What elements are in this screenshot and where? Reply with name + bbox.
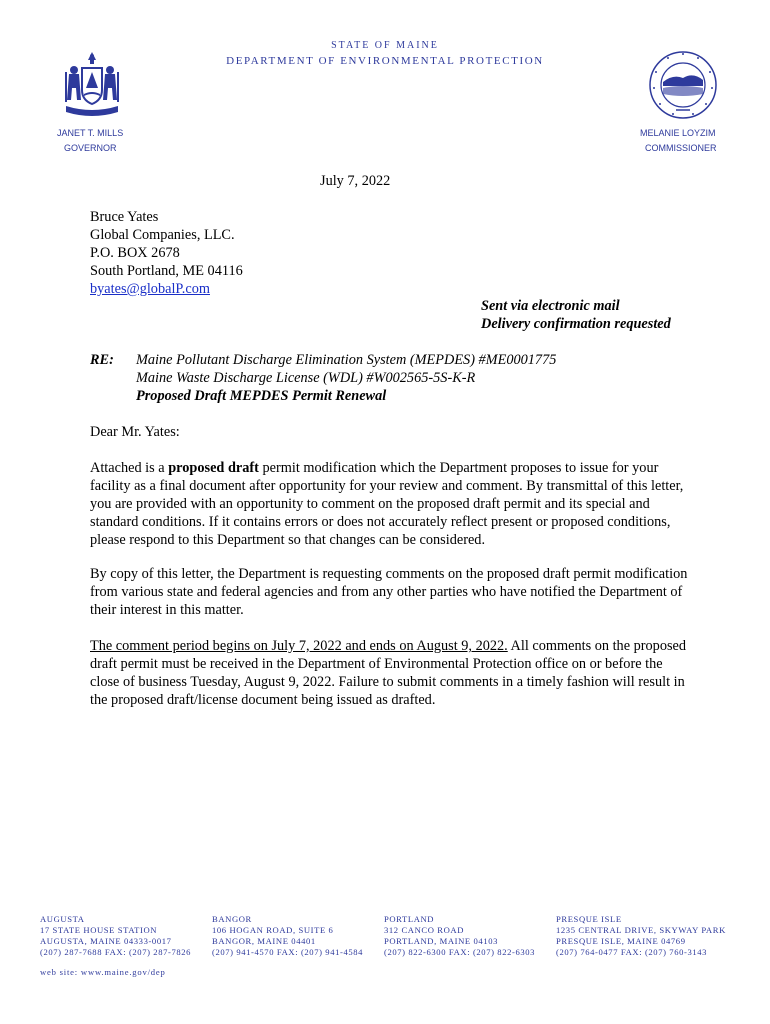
p1-text-b: permit modification which the Department proposes to issue for your facility as a final document after opportunity for your review and comment. By transmittal of this letter, you are provided with an opportunity to comment on the proposed draft permit and its special and standard conditions. If it contains errors or does not accurately reflect present or proposed conditions, please respond to this Department so that changes can be considered. xyxy=(90,460,684,548)
website-link[interactable]: web site: www.maine.gov/dep xyxy=(40,967,166,977)
department-heading: DEPARTMENT OF ENVIRONMENTAL PROTECTION xyxy=(226,55,544,67)
office-street: 17 STATE HOUSE STATION xyxy=(40,925,158,935)
office-presque-isle xyxy=(556,914,726,958)
p3-text: All comments on the proposed draft permit must be received in the Department of Environmental Protection office on or before the close of business Tuesday, August 9, 2022. Failure to submit comments in a timely fashion will result in the proposed draft/license document being issued as drafted. xyxy=(90,638,687,708)
maine-state-seal-icon xyxy=(60,50,124,122)
p1-bold: proposed draft xyxy=(168,460,259,476)
comment-period-dates: The comment period begins on July 7, 2022 and ends on August 9, 2022. xyxy=(90,638,508,654)
office-street: 1235 CENTRAL DRIVE, SKYWAY PARK xyxy=(556,925,726,935)
governor-name: JANET T. MILLS xyxy=(57,128,124,138)
office-phone: (207) 941-4570 FAX: (207) 941-4584 xyxy=(212,947,364,957)
office-citystate: AUGUSTA, MAINE 04333-0017 xyxy=(40,936,172,946)
office-city: BANGOR xyxy=(212,914,252,924)
delivery-confirmation: Delivery confirmation requested xyxy=(481,316,671,332)
re-line-proposed: Proposed Draft MEPDES Permit Renewal xyxy=(136,388,387,404)
office-city: AUGUSTA xyxy=(40,914,85,924)
recipient-email-link[interactable]: byates@globalP.com xyxy=(90,281,210,297)
recipient-city: South Portland, ME 04116 xyxy=(90,263,243,279)
office-citystate: PRESQUE ISLE, MAINE 04769 xyxy=(556,936,686,946)
dep-seal-icon xyxy=(648,50,718,120)
office-city: PRESQUE ISLE xyxy=(556,914,622,924)
delivery-method: Sent via electronic mail xyxy=(481,298,620,314)
recipient-po-box: P.O. BOX 2678 xyxy=(90,245,180,261)
re-line-mepdes: Maine Pollutant Discharge Elimination System (MEPDES) #ME0001775 xyxy=(136,352,557,368)
office-street: 106 HOGAN ROAD, SUITE 6 xyxy=(212,925,334,935)
paragraph-comment-period xyxy=(90,637,690,709)
recipient-address xyxy=(90,208,243,298)
recipient-name: Bruce Yates xyxy=(90,209,159,225)
letter-date: July 7, 2022 xyxy=(320,173,391,189)
re-line-wdl: Maine Waste Discharge License (WDL) #W002565-5S-K-R xyxy=(136,370,476,386)
office-bangor xyxy=(212,914,363,958)
office-phone: (207) 764-0477 FAX: (207) 760-3143 xyxy=(556,947,708,957)
office-phone: (207) 287-7688 FAX: (207) 287-7826 xyxy=(40,947,192,957)
state-of-maine-heading: STATE OF MAINE xyxy=(331,40,439,51)
office-city: PORTLAND xyxy=(384,914,435,924)
office-street: 312 CANCO ROAD xyxy=(384,925,465,935)
commissioner-name: MELANIE LOYZIM xyxy=(640,128,716,138)
paragraph-intro xyxy=(90,459,690,549)
office-citystate: BANGOR, MAINE 04401 xyxy=(212,936,316,946)
re-label: RE: xyxy=(90,352,114,368)
office-phone: (207) 822-6300 FAX: (207) 822-6303 xyxy=(384,947,536,957)
office-citystate: PORTLAND, MAINE 04103 xyxy=(384,936,499,946)
office-portland xyxy=(384,914,535,958)
recipient-company: Global Companies, LLC. xyxy=(90,227,235,243)
re-subject xyxy=(136,351,556,405)
office-augusta xyxy=(40,914,191,958)
governor-title: GOVERNOR xyxy=(64,143,117,153)
p1-text-a: Attached is a xyxy=(90,460,169,476)
paragraph-agencies: By copy of this letter, the Department is requesting comments on the proposed draft permit modification from various state and federal agencies and from any other parties who have notified the Department of their interest in this matter. xyxy=(90,566,688,618)
commissioner-title: COMMISSIONER xyxy=(645,143,717,153)
salutation: Dear Mr. Yates: xyxy=(90,424,180,440)
